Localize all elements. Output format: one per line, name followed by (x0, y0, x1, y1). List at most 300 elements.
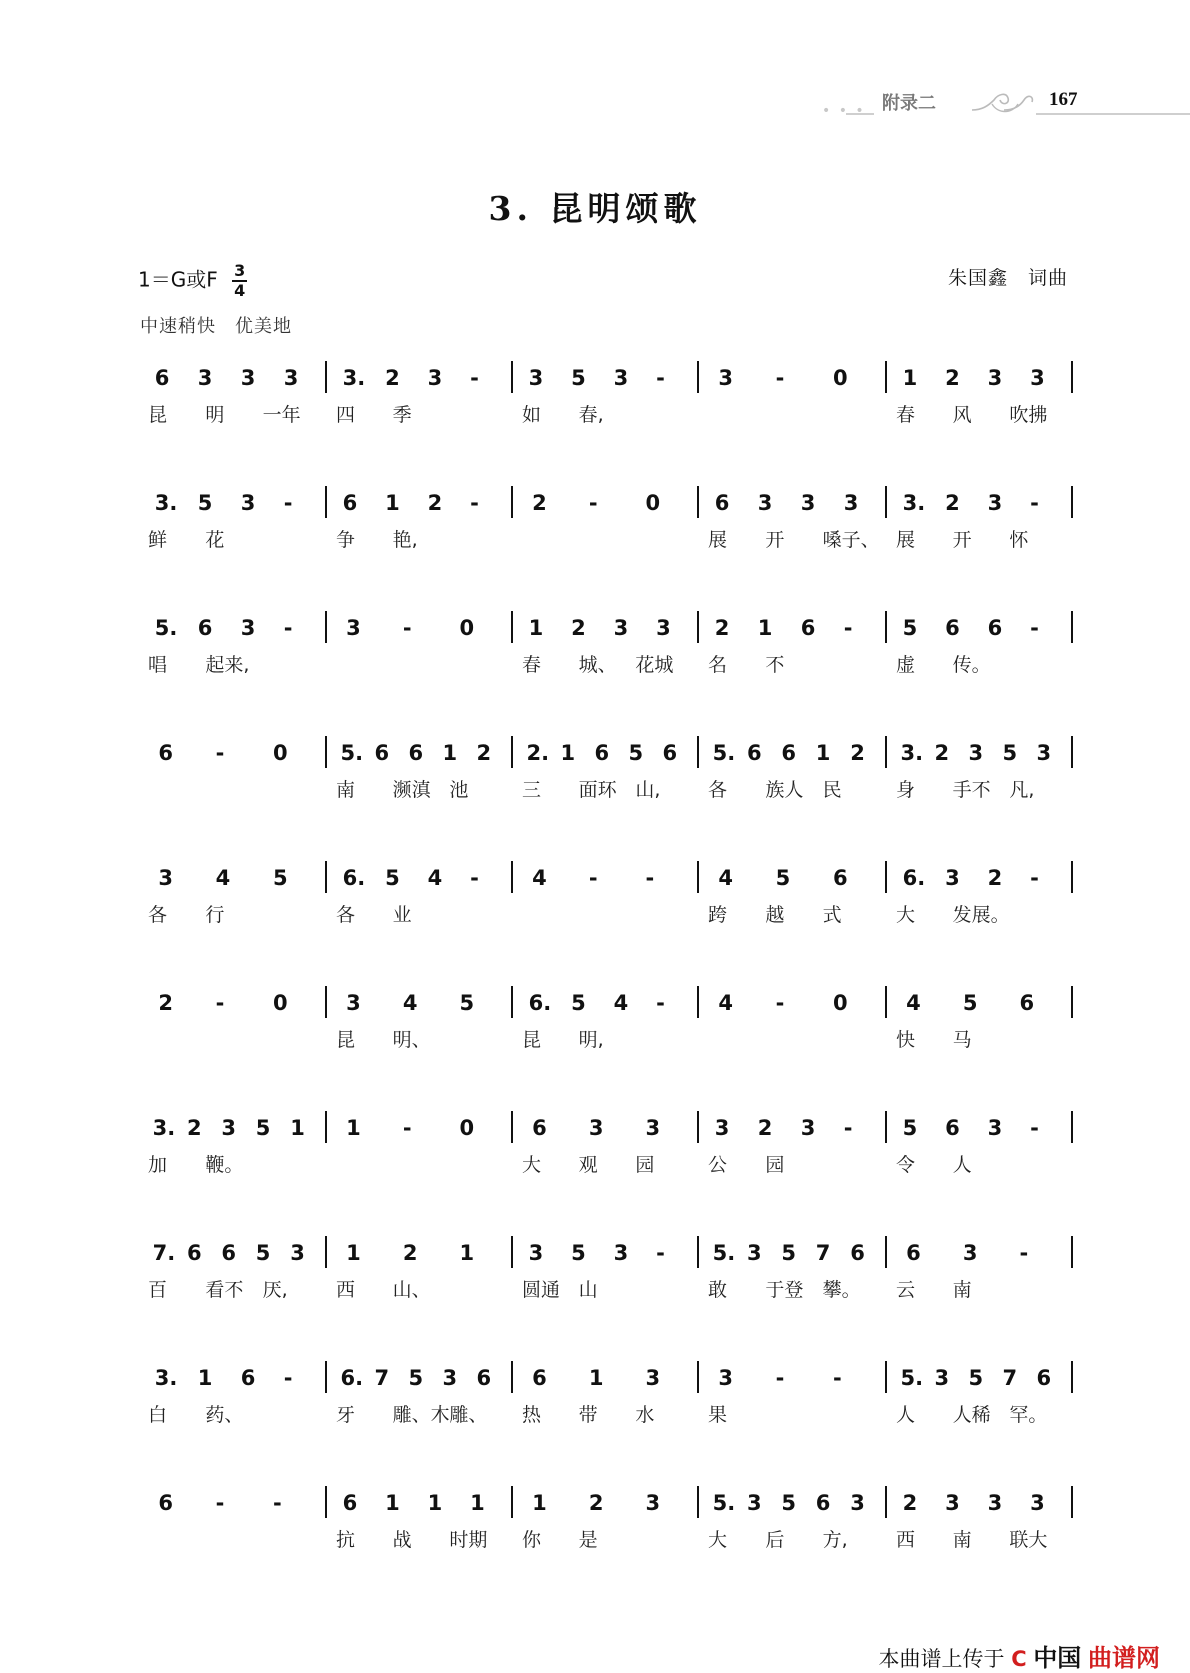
note: 2 (476, 741, 492, 765)
lyric-syllable: 明, (578, 1029, 604, 1051)
note: 5. (154, 616, 178, 640)
time-signature-top: 3 (234, 261, 246, 280)
note: - (588, 491, 598, 515)
note: - (775, 366, 785, 390)
note: 2. (526, 741, 550, 765)
lyric-syllable: 牙 (336, 1404, 356, 1426)
note: 1 (588, 1366, 604, 1390)
lyric-syllable: 明、 (392, 1029, 431, 1051)
lyric-syllable: 昆 (148, 404, 168, 426)
note: 6 (532, 1116, 547, 1140)
note: 1 (902, 366, 918, 390)
lyric-syllable: 雕、木 (392, 1404, 450, 1426)
note: 3 (645, 1366, 661, 1390)
note: 3 (945, 1491, 960, 1515)
note: 6 (1036, 1366, 1052, 1390)
note: 2 (850, 741, 865, 765)
note: 6. (528, 991, 552, 1015)
note: - (273, 1491, 282, 1515)
note: 1 (197, 1366, 213, 1390)
note: - (1030, 616, 1039, 640)
note: 4 (427, 866, 443, 890)
note: 5. (712, 1241, 736, 1265)
note: 6 (158, 1491, 173, 1515)
note: 3 (987, 366, 1003, 390)
note: 5 (902, 1116, 918, 1140)
note: 2 (385, 366, 400, 390)
note: 5 (775, 866, 791, 890)
lyric-syllable: 面环 (578, 779, 617, 801)
header-section-title: 附录二 (882, 93, 936, 114)
note: 0 (833, 991, 848, 1015)
lyric-syllable: 吹拂 (1009, 404, 1048, 426)
lyric-syllable: 怀 (1009, 529, 1029, 551)
lyric-syllable: 战 (392, 1529, 412, 1551)
note: 3 (346, 616, 361, 640)
note: 2 (945, 366, 960, 390)
note: 3 (240, 491, 256, 515)
note: - (470, 366, 479, 390)
note: 3 (718, 1366, 733, 1390)
note: 6 (594, 741, 610, 765)
note: - (283, 1366, 293, 1390)
note: 6 (342, 1491, 358, 1515)
note: 3 (800, 491, 816, 515)
note: 5 (571, 1241, 586, 1265)
note: 6 (197, 616, 213, 640)
lyric-syllable: 攀。 (822, 1279, 861, 1301)
lyric-syllable: 山、 (392, 1279, 431, 1301)
note: 1 (470, 1491, 485, 1515)
note: 3 (588, 1116, 604, 1140)
lyric-syllable: 越 (765, 904, 785, 926)
note: 6. (340, 1366, 364, 1390)
note: 5 (902, 616, 918, 640)
lyric-syllable: 风 (952, 404, 972, 426)
lyric-syllable: 嗓子、 (822, 529, 880, 551)
lyric-syllable: 展 (896, 529, 916, 551)
lyric-syllable: 南 (952, 1529, 972, 1551)
note: 3 (528, 366, 544, 390)
note: 2 (902, 1491, 918, 1515)
note: 4 (718, 866, 733, 890)
note: 3 (747, 1491, 762, 1515)
note: - (645, 866, 655, 890)
lyric-syllable: 观 (578, 1154, 598, 1176)
note: 5 (628, 741, 644, 765)
note: 6 (800, 616, 816, 640)
note: 6 (945, 616, 960, 640)
lyric-syllable: 雕、 (449, 1404, 488, 1426)
note: - (656, 991, 665, 1015)
note: - (656, 366, 665, 390)
note: 3 (645, 1491, 661, 1515)
lyric-syllable: 人 (952, 1154, 972, 1176)
note: 3 (240, 366, 256, 390)
note: - (1030, 1116, 1039, 1140)
lyric-syllable: 季 (392, 404, 412, 426)
note: 5 (571, 366, 586, 390)
note: 2 (987, 866, 1003, 890)
lyric-syllable: 发展。 (952, 904, 1010, 926)
lyric-syllable: 各 (148, 904, 168, 926)
note: 2 (571, 616, 586, 640)
note: 6 (408, 741, 424, 765)
note: 6 (154, 366, 170, 390)
note: 3 (346, 991, 361, 1015)
note: 1 (385, 1491, 400, 1515)
composer-credit: 朱国鑫 词曲 (947, 267, 1068, 289)
note: 5 (781, 1491, 797, 1515)
note: 2 (158, 991, 173, 1015)
lyric-syllable: 大 (896, 904, 916, 926)
lyric-syllable: 虚 (896, 654, 916, 676)
lyric-syllable: 春, (578, 404, 604, 426)
lyric-syllable: 不 (765, 654, 785, 676)
note: 2 (714, 616, 730, 640)
lyric-syllable: 加 (148, 1154, 168, 1176)
note: 3 (968, 741, 984, 765)
note: 5 (385, 866, 400, 890)
lyric-syllable: 山 (578, 1279, 598, 1301)
note: 3. (154, 1366, 178, 1390)
note: 3 (962, 1241, 978, 1265)
lyric-syllable: 式 (822, 904, 842, 926)
note: 6 (1019, 991, 1035, 1015)
lyric-syllable: 人稀 (952, 1404, 991, 1426)
note: 3 (800, 1116, 816, 1140)
lyric-syllable: 明 (205, 404, 225, 426)
note: 5 (408, 1366, 424, 1390)
note: 6. (902, 866, 926, 890)
note: 3 (442, 1366, 458, 1390)
note: 7. (152, 1241, 176, 1265)
lyric-syllable: 方, (822, 1529, 848, 1551)
note: 6 (850, 1241, 865, 1265)
lyric-syllable: 令 (896, 1154, 916, 1176)
note: 0 (273, 991, 288, 1015)
note: 2 (757, 1116, 773, 1140)
lyric-syllable: 南 (336, 779, 356, 801)
note: 6 (374, 741, 390, 765)
note: 1 (442, 741, 458, 765)
lyric-syllable: 后 (765, 1529, 785, 1551)
note: - (283, 616, 293, 640)
lyric-syllable: 三 (522, 779, 542, 801)
lyric-syllable: 山, (635, 779, 661, 801)
lyric-syllable: 唱 (148, 654, 168, 676)
site-logo-text: 中国 (1033, 1644, 1082, 1672)
lyric-syllable: 跨 (708, 904, 728, 926)
note: 3 (850, 1491, 865, 1515)
note: - (1019, 1241, 1029, 1265)
note: 4 (718, 991, 733, 1015)
lyric-syllable: 一年 (262, 404, 301, 426)
note: 6 (240, 1366, 256, 1390)
note: 1 (427, 1491, 443, 1515)
lyric-syllable: 鲜 (148, 529, 168, 551)
lyric-syllable: 业 (392, 904, 412, 926)
note: 3 (987, 1491, 1003, 1515)
note: 6 (945, 1116, 960, 1140)
lyric-syllable: 马 (952, 1029, 972, 1051)
note: - (833, 1366, 842, 1390)
note: 6 (714, 491, 730, 515)
lyric-syllable: 百 (148, 1279, 168, 1301)
tempo-marking: 中速稍快 优美地 (140, 316, 292, 337)
lyric-syllable: 起来, (205, 654, 250, 676)
note: 6 (815, 1491, 831, 1515)
lyric-syllable: 凡, (1009, 779, 1035, 801)
lyric-syllable: 时期 (449, 1529, 488, 1551)
note: - (215, 1491, 225, 1515)
lyric-syllable: 白 (148, 1404, 168, 1426)
lyric-syllable: 公 (708, 1154, 728, 1176)
note: 6 (906, 1241, 921, 1265)
note: - (843, 1116, 853, 1140)
note: 5. (712, 741, 736, 765)
note: 1 (815, 741, 831, 765)
note: 2 (427, 491, 443, 515)
lyric-syllable: 春 (896, 404, 916, 426)
lyric-syllable: 热 (522, 1404, 542, 1426)
note: 4 (906, 991, 921, 1015)
lyric-syllable: 云 (896, 1279, 916, 1301)
note: 0 (833, 366, 848, 390)
lyric-syllable: 大 (522, 1154, 542, 1176)
song-title: 3. 昆明颂歌 (488, 189, 702, 228)
note: 7 (374, 1366, 390, 1390)
note: 3 (613, 1241, 629, 1265)
note: 2 (934, 741, 950, 765)
note: 1 (757, 616, 773, 640)
lyric-syllable: 族人 (765, 779, 804, 801)
note: 2 (588, 1491, 604, 1515)
lyric-syllable: 果 (708, 1404, 728, 1426)
note: - (775, 991, 785, 1015)
lyric-syllable: 花 (205, 529, 225, 551)
note: 3. (902, 491, 926, 515)
note: 4 (215, 866, 231, 890)
note: 7 (1002, 1366, 1018, 1390)
lyric-syllable: 展 (708, 529, 728, 551)
note: 3 (158, 866, 173, 890)
note: 3. (154, 491, 178, 515)
note: 3 (718, 366, 733, 390)
note: 3 (240, 616, 256, 640)
lyric-syllable: 开 (765, 529, 785, 551)
note: 4 (613, 991, 629, 1015)
note: 5 (273, 866, 288, 890)
note: 6 (476, 1366, 492, 1390)
note: 4 (402, 991, 418, 1015)
lyric-syllable: 开 (952, 529, 972, 551)
lyric-syllable: 西 (336, 1279, 356, 1301)
note: 3. (342, 366, 366, 390)
lyric-syllable: 手不 (952, 779, 991, 801)
lyric-syllable: 联大 (1009, 1529, 1048, 1551)
lyric-syllable: 水 (635, 1404, 655, 1426)
note: 0 (273, 741, 288, 765)
page-number: 167 (1049, 89, 1078, 110)
note: 1 (385, 491, 400, 515)
note: - (1030, 491, 1039, 515)
note: 3. (900, 741, 924, 765)
note: - (843, 616, 853, 640)
lyric-syllable: 敢 (708, 1279, 728, 1301)
lyric-syllable: 池 (449, 779, 469, 801)
note: - (656, 1241, 665, 1265)
note: 0 (459, 1116, 475, 1140)
note: 3 (714, 1116, 730, 1140)
note: 4 (532, 866, 547, 890)
note: 5 (968, 1366, 984, 1390)
note: 5 (255, 1116, 271, 1140)
note: 5 (571, 991, 586, 1015)
note: 3 (613, 616, 629, 640)
note: 2 (187, 1116, 202, 1140)
note: 3 (934, 1366, 950, 1390)
lyric-syllable: 争 (336, 529, 356, 551)
site-logo-icon: C (1011, 1647, 1027, 1671)
lyric-syllable: 快 (896, 1029, 916, 1051)
note: 5. (712, 1491, 736, 1515)
note: 3 (613, 366, 629, 390)
lyric-syllable: 艳, (392, 529, 418, 551)
lyric-syllable: 西 (896, 1529, 916, 1551)
lyric-syllable: 各 (708, 779, 728, 801)
lyric-syllable: 昆 (522, 1029, 542, 1051)
note: 1 (346, 1116, 361, 1140)
note: 2 (402, 1241, 418, 1265)
note: 6 (532, 1366, 547, 1390)
note: 3 (843, 491, 859, 515)
lyric-syllable: 园 (635, 1154, 655, 1176)
note: 2 (532, 491, 547, 515)
note: - (775, 1366, 785, 1390)
key-label: 1＝G或F (138, 267, 218, 292)
lyric-syllable: 看不 (205, 1279, 244, 1301)
lyric-syllable: 各 (336, 904, 356, 926)
note: 6. (342, 866, 366, 890)
lyric-syllable: 如 (522, 404, 542, 426)
note: 0 (645, 491, 661, 515)
note: 5 (197, 491, 213, 515)
lyric-syllable: 民 (822, 779, 842, 801)
note: 5 (962, 991, 978, 1015)
lyric-syllable: 春 (522, 654, 542, 676)
lyric-syllable: 是 (578, 1529, 598, 1551)
note: - (470, 491, 479, 515)
note: 3 (1036, 741, 1052, 765)
note: 5 (255, 1241, 271, 1265)
lyric-syllable: 城、 (578, 654, 617, 676)
note: 3 (987, 1116, 1003, 1140)
lyric-syllable: 于登 (765, 1279, 804, 1301)
note: 5 (459, 991, 475, 1015)
lyric-syllable: 鞭。 (205, 1154, 244, 1176)
note: 1 (459, 1241, 475, 1265)
lyric-syllable: 园 (765, 1154, 785, 1176)
note: 1 (528, 616, 544, 640)
note: 3 (528, 1241, 544, 1265)
lyric-syllable: 药、 (205, 1404, 244, 1426)
header-dots: • • • (822, 103, 866, 119)
lyric-syllable: 行 (205, 904, 225, 926)
note: 6 (221, 1241, 237, 1265)
note: 6 (833, 866, 848, 890)
note: 3 (283, 366, 299, 390)
note: 3 (290, 1241, 305, 1265)
note: - (402, 616, 412, 640)
note: 1 (532, 1491, 547, 1515)
lyric-syllable: 名 (708, 654, 728, 676)
note: 3. (152, 1116, 176, 1140)
note: 1 (290, 1116, 305, 1140)
note: 3 (1030, 366, 1045, 390)
note: 3 (221, 1116, 237, 1140)
note: - (215, 741, 225, 765)
note: 6 (158, 741, 173, 765)
lyric-syllable: 带 (578, 1404, 598, 1426)
note: 7 (815, 1241, 831, 1265)
note: 6 (747, 741, 762, 765)
lyric-syllable: 昆 (336, 1029, 356, 1051)
note: 3 (987, 491, 1003, 515)
note: 6 (781, 741, 797, 765)
footer-source (879, 1638, 1160, 1673)
lyric-syllable: 花城 (635, 654, 674, 676)
note: 3 (1030, 1491, 1045, 1515)
note: 3 (645, 1116, 661, 1140)
lyric-syllable: 罕。 (1009, 1404, 1048, 1426)
note: - (215, 991, 225, 1015)
note: 3 (197, 366, 213, 390)
note: 2 (945, 491, 960, 515)
note: - (588, 866, 598, 890)
note: - (470, 866, 479, 890)
lyric-syllable: 大 (708, 1529, 728, 1551)
lyric-syllable: 抗 (336, 1529, 356, 1551)
note: 5 (781, 1241, 797, 1265)
note: 6 (662, 741, 678, 765)
note: 6 (187, 1241, 202, 1265)
time-signature-bottom: 4 (234, 281, 246, 300)
note: 0 (459, 616, 475, 640)
note: 1 (560, 741, 576, 765)
lyric-syllable: 四 (336, 404, 356, 426)
lyric-syllable: 厌, (262, 1279, 288, 1301)
note: 3 (427, 366, 443, 390)
site-logo-text-red: 曲谱网 (1088, 1644, 1160, 1672)
note: - (1030, 866, 1039, 890)
lyric-syllable: 濒滇 (392, 779, 431, 801)
note: - (402, 1116, 412, 1140)
note: 3 (656, 616, 671, 640)
note: 5. (900, 1366, 924, 1390)
note: 1 (346, 1241, 361, 1265)
note: 6 (987, 616, 1003, 640)
note: 3 (757, 491, 773, 515)
lyric-syllable: 南 (952, 1279, 972, 1301)
footer-source-text: 本曲谱上传于 (878, 1647, 1005, 1671)
lyric-syllable: 身 (896, 779, 916, 801)
note: - (283, 491, 293, 515)
lyric-syllable: 传。 (952, 654, 991, 676)
note: 5. (340, 741, 364, 765)
lyric-syllable: 人 (896, 1404, 916, 1426)
note: 3 (747, 1241, 762, 1265)
